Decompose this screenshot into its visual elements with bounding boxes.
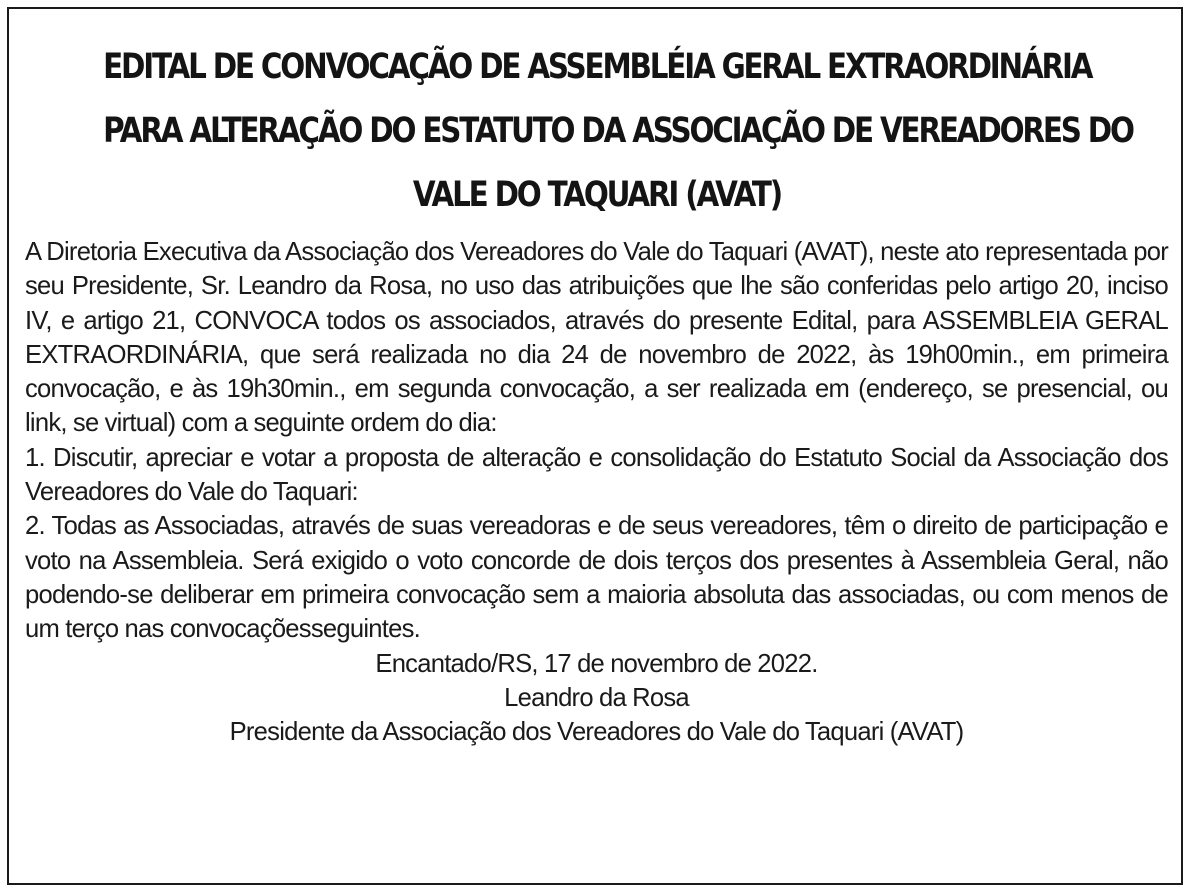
title-line: VALE DO TAQUARI (AVAT) (412, 175, 782, 215)
agenda-item: 2. Todas as Associadas, através de suas vereadoras e de seus vereadores, têm o direito de participação e voto na Assembleia. Será exigido o voto concorde de dois terços dos presentes à Assembleia Geral, não podendo-se deliberar em primeira convocação sem a maioria absoluta das associadas, ou com menos de um terço nas convocaçõesseguintes. (25, 512, 1168, 644)
notice-title (103, 35, 1133, 227)
notice-body (25, 235, 1168, 749)
notice-frame (7, 7, 1183, 885)
signer-role: Presidente da Associação dos Vereadores do Vale do Taquari (AVAT) (229, 718, 964, 747)
title-line: PARA ALTERAÇÃO DO ESTATUTO DA ASSOCIAÇÃO DE VEREADORES DO (103, 111, 1133, 151)
signer-name: Leandro da Rosa (504, 683, 689, 712)
place-date: Encantado/RS, 17 de novembro de 2022. (375, 649, 818, 678)
title-line: EDITAL DE CONVOCAÇÃO DE ASSEMBLÉIA GERAL EXTRAORDINÁRIA (103, 47, 1092, 87)
intro-paragraph: A Diretoria Executiva da Associação dos Vereadores do Vale do Taquari (AVAT), neste ato representada por seu Presidente, Sr. Leandro da Rosa, no uso das atribuições que lhe são conferidas pelo artigo 20, inciso IV, e artigo 21, CONVOCA todos os associados, através do presente Edital, para ASSEMBLEIA GERAL EXTRAORDINÁRIA, que será realizada no dia 24 de novembro de 2022, às 19h00min., em primeira convocação, e às 19h30min., em segunda convocação, a ser realizada em (endereço, se presencial, ou link, se virtual) com a seguinte ordem do dia: (25, 238, 1168, 438)
agenda-item: 1. Discutir, apreciar e votar a proposta de alteração e consolidação do Estatuto Social da Associação dos Vereadores do Vale do Taquari: (25, 443, 1168, 507)
